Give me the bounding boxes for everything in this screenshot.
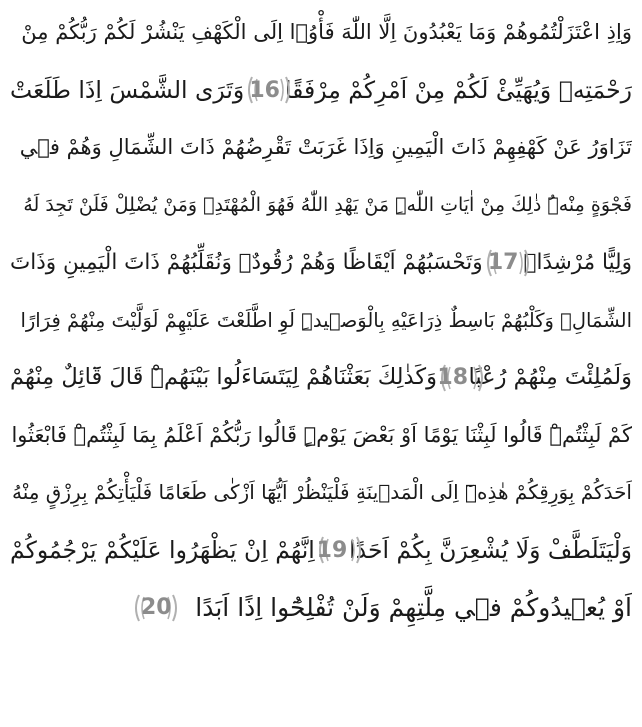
line-2-text-b: وَتَرَى الشَّمْسَ اِذَا طَلَعَتْ xyxy=(10,75,245,104)
text-line-8 xyxy=(10,407,632,465)
line-7-text-a: وَلَمُلِئْتَ مِنْهُمْ رُعْبًا xyxy=(468,364,632,390)
line-5-text-a: وَلِيًّا مُرْشِدًا۟ xyxy=(523,250,632,275)
ayah-end-marker xyxy=(131,591,181,625)
line-6-text: الشِّمَالِۗ وَكَلْبُهُمْ بَاسِطٌ ذِرَاعَيْهِ بِالْوَص۪يدِۜ لَوِ اطَّلَعْتَ عَلَيْهِمْ لَوَلَّيْتَ مِنْهُمْ فِرَارًا xyxy=(20,308,632,332)
text-line-1 xyxy=(10,4,632,62)
ayah-end-marker xyxy=(244,73,285,107)
text-line-4 xyxy=(10,177,632,235)
line-9-text: اَحَدَكُمْ بِوَرِقِكُمْ هٰذِه۪ٓ اِلَى الْمَد۪ينَةِ فَلْيَنْظُرْ اَيُّهَٓا اَزْكٰى طَعَامًا فَلْيَأْتِكُمْ بِرِزْقٍ مِنْهُ xyxy=(11,480,632,504)
line-3-text: تَزَاوَرُ عَنْ كَهْفِهِمْ ذَاتَ الْيَمِينِ وَاِذَا غَرَبَتْ تَقْرِضُهُمْ ذَاتَ الشِّمَالِ وَهُمْ ف۪ي xyxy=(19,135,632,159)
ayah-number: 19 xyxy=(316,537,348,563)
text-line-5 xyxy=(10,234,632,292)
text-line-11 xyxy=(10,579,632,637)
ayah-number: 20 xyxy=(140,595,172,620)
line-8-text: كَمْ لَبِثْتُمْۜ قَالُوا لَبِثْنَا يَوْمًا اَوْ بَعْضَ يَوْمٍۜ قَالُوا رَبُّكُمْ اَعْلَمُ بِمَا لَبِثْتُمْۜ فَابْعَثُوا xyxy=(11,422,632,447)
line-11-text: اَوْ يُع۪يدُوكُمْ ف۪ي مِلَّتِهِمْ وَلَنْ تُفْلِحُٓوا اِذًا اَبَدًا xyxy=(195,593,632,622)
text-line-10 xyxy=(10,522,632,580)
ayah-end-marker xyxy=(315,533,349,567)
line-10-text-b: اِنَّهُمْ اِنْ يَظْهَرُوا عَلَيْكُمْ يَرْجُمُوكُمْ xyxy=(10,535,315,564)
ayah-number: 17 xyxy=(487,250,519,275)
text-line-3 xyxy=(10,119,632,177)
ayah-number: 18 xyxy=(437,365,469,390)
ayah-end-marker xyxy=(483,246,524,280)
text-line-6 xyxy=(10,292,632,350)
line-2-text-a: رَحْمَتِه۪ وَيُهَيِّئْ لَكُمْ مِنْ اَمْرِكُمْ مِرْفَقًا xyxy=(284,75,632,104)
line-4-text: فَجْوَةٍ مِنْهُۜ ذٰلِكَ مِنْ اٰيَاتِ اللّٰهِۜ مَنْ يَهْدِ اللّٰهُ فَهُوَ الْمُهْتَدِۚ وَمَنْ يُضْلِلْ فَلَنْ تَجِدَ لَهُ xyxy=(23,193,632,216)
line-5-text-b: وَتَحْسَبُهُمْ اَيْقَاظًا وَهُمْ رُقُودٌۗ وَنُقَلِّبُهُمْ ذَاتَ الْيَمِينِ وَذَاتَ xyxy=(10,250,483,275)
ayah-end-marker xyxy=(437,361,469,395)
text-line-7 xyxy=(10,349,632,407)
line-1-text: وَاِذِ اعْتَزَلْتُمُوهُمْ وَمَا يَعْبُدُونَ اِلَّا اللّٰهَ فَأْوُۤا اِلَى الْكَهْفِ يَنْشُرْ لَكُمْ رَبُّكُمْ مِنْ xyxy=(21,20,632,44)
text-line-9 xyxy=(10,464,632,522)
text-line-2 xyxy=(10,62,632,120)
line-10-text-a: وَلْيَتَلَطَّفْ وَلَا يُشْعِرَنَّ بِكُمْ اَحَدًا xyxy=(349,535,632,564)
ayah-number: 16 xyxy=(249,77,280,103)
line-7-text-b: وَكَذٰلِكَ بَعَثْنَاهُمْ لِيَتَسَاءَلُوا بَيْنَهُمْۜ قَالَ قَٓائِلٌ مِنْهُمْ xyxy=(10,364,437,390)
